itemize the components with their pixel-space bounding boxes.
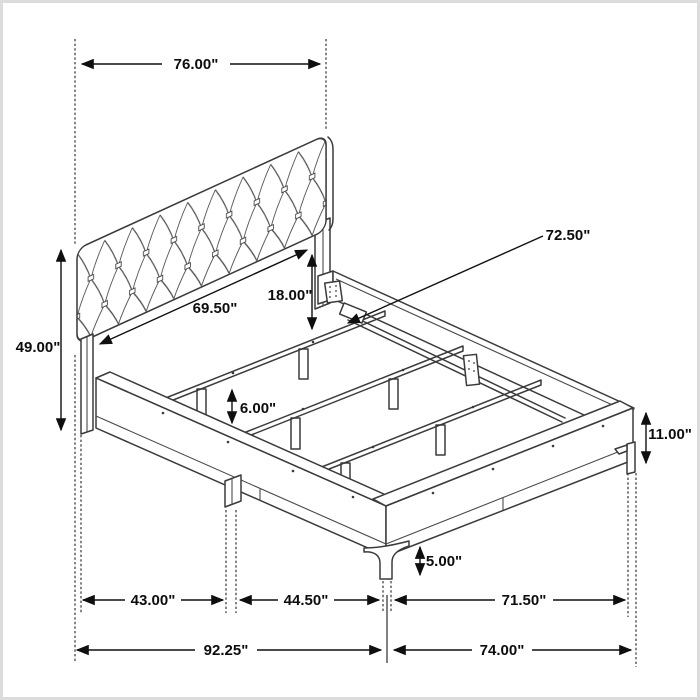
dimension-middle-leg-to-foot [240,592,379,609]
dimension-headboard-width [82,55,320,73]
dim-label-headboard-to-middle-leg: 43.00" [130,592,176,609]
dim-label-headboard-inner-width: 69.50" [192,300,238,317]
dimension-overall-width [394,642,631,659]
middle-block-leg [225,475,241,507]
center-rail-bracket [463,354,479,385]
slat-leg [436,425,445,455]
dim-label-headboard-height: 49.00" [15,339,61,356]
dim-label-overall-width: 74.00" [479,642,525,659]
headboard-edge [328,137,333,230]
extension-lines [75,39,636,667]
dim-label-middle-leg-to-foot: 44.50" [283,592,329,609]
dimension-overall-length [77,642,381,659]
dim-label-center-leg-height: 6.00" [239,400,277,417]
dim-label-rail-to-headboard-top: 18.00" [267,287,313,304]
dimension-frame-inner-width [395,592,625,609]
dim-label-corner-leg-height: 5.00" [425,553,463,570]
dimension-center-leg-height [232,390,276,423]
dimension-rail-to-headboard-top [268,255,313,329]
headboard-left-leg [81,334,93,434]
slat-leg [389,379,398,409]
dim-label-headboard-width: 76.00" [173,56,219,73]
slat-leg [299,349,308,379]
far-side-rail [318,271,634,433]
dimension-headboard-to-middle-leg [83,592,223,609]
foot-rail [373,401,633,556]
dim-label-frame-height: 11.00" [648,426,692,443]
dimension-frame-height [646,413,692,463]
dim-label-center-rail-length: 72.50" [545,227,591,244]
dim-label-overall-length: 92.25" [203,642,249,659]
bed-frame-drawing [3,3,697,697]
headboard-bracket [325,281,343,303]
dimension-corner-leg-height [420,547,462,575]
dimension-headboard-height [16,250,61,430]
dim-label-frame-inner-width: 71.50" [501,592,547,609]
slat-2 [231,346,463,449]
slat-leg [291,418,300,449]
